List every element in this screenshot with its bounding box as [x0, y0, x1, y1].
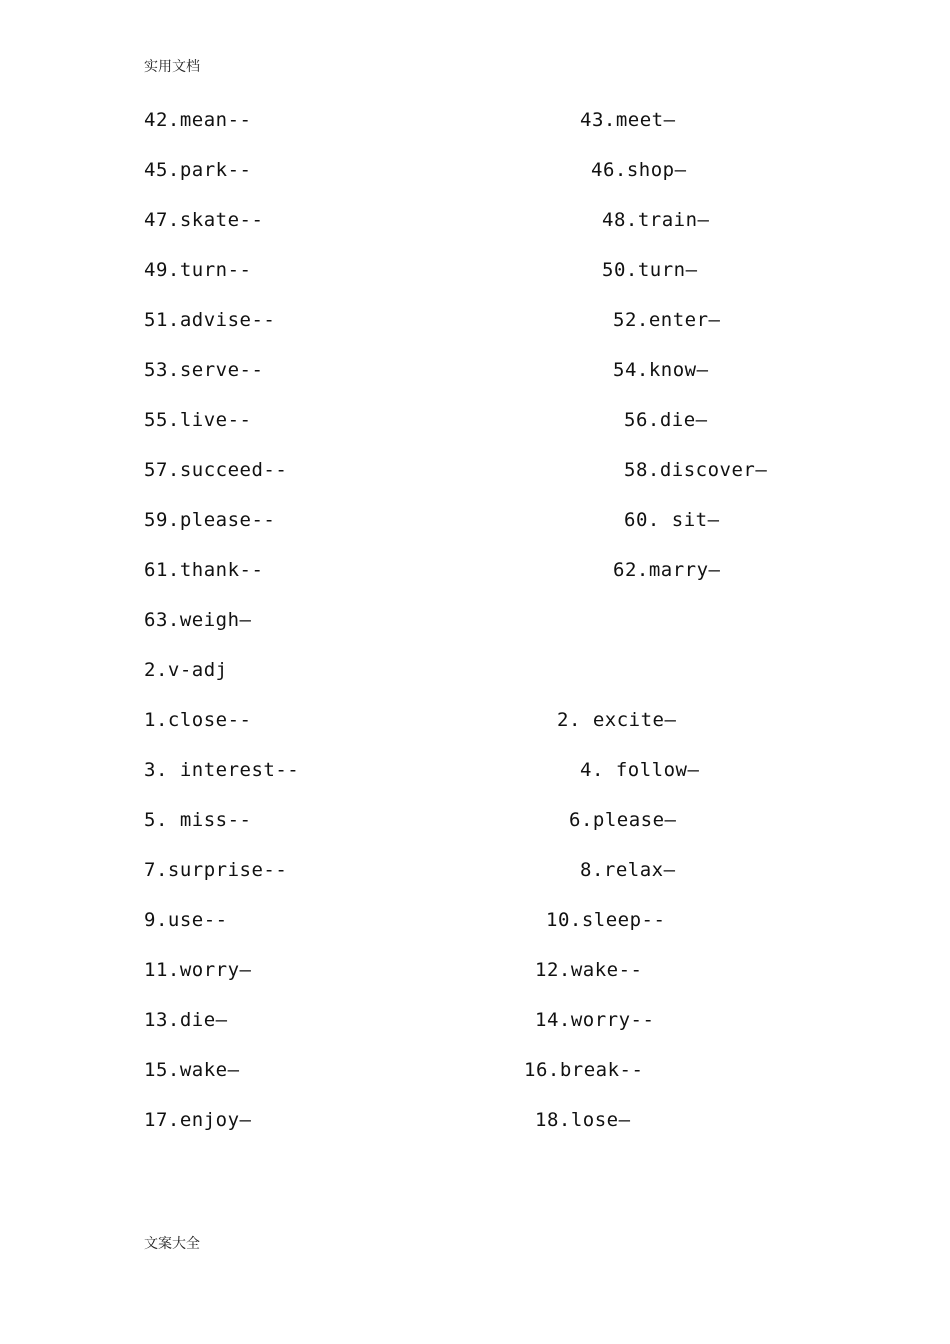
- list-item: 60. sit—: [624, 509, 720, 531]
- list-item: 10.sleep--: [546, 909, 666, 931]
- list-item: 61.thank--: [144, 559, 264, 581]
- list-item: 2. excite—: [557, 709, 677, 731]
- list-item: 13.die—: [144, 1009, 228, 1031]
- list-item: 5. miss--: [144, 809, 252, 831]
- list-item: 9.use--: [144, 909, 228, 931]
- page-footer: 文案大全: [144, 1236, 200, 1252]
- list-item: 1.close--: [144, 709, 252, 731]
- list-item: 3. interest--: [144, 759, 300, 781]
- list-item: 42.mean--: [144, 109, 252, 131]
- list-item: 47.skate--: [144, 209, 264, 231]
- list-item: 15.wake—: [144, 1059, 240, 1081]
- list-item: 51.advise--: [144, 309, 276, 331]
- list-item: 63.weigh—: [144, 609, 252, 631]
- list-item: 6.please—: [569, 809, 677, 831]
- list-item: 57.succeed--: [144, 459, 288, 481]
- list-item: 4. follow—: [580, 759, 700, 781]
- list-item: 48.train—: [602, 209, 710, 231]
- list-item: 7.surprise--: [144, 859, 288, 881]
- list-item: 16.break--: [524, 1059, 644, 1081]
- list-item: 52.enter—: [613, 309, 721, 331]
- list-item: 12.wake--: [535, 959, 643, 981]
- list-item: 55.live--: [144, 409, 252, 431]
- list-item: 8.relax—: [580, 859, 676, 881]
- list-item: 45.park--: [144, 159, 252, 181]
- list-item: 11.worry—: [144, 959, 252, 981]
- list-item: 14.worry--: [535, 1009, 655, 1031]
- list-item: 53.serve--: [144, 359, 264, 381]
- list-item: 50.turn—: [602, 259, 698, 281]
- list-item: 46.shop—: [591, 159, 687, 181]
- list-item: 54.know—: [613, 359, 709, 381]
- list-item: 43.meet—: [580, 109, 676, 131]
- page-header: 实用文档: [144, 59, 200, 75]
- list-item: 17.enjoy—: [144, 1109, 252, 1131]
- section-heading: 2.v-adj: [144, 659, 228, 681]
- list-item: 58.discover—: [624, 459, 768, 481]
- list-item: 49.turn--: [144, 259, 252, 281]
- list-item: 59.please--: [144, 509, 276, 531]
- list-item: 18.lose—: [535, 1109, 631, 1131]
- list-item: 56.die—: [624, 409, 708, 431]
- list-item: 62.marry—: [613, 559, 721, 581]
